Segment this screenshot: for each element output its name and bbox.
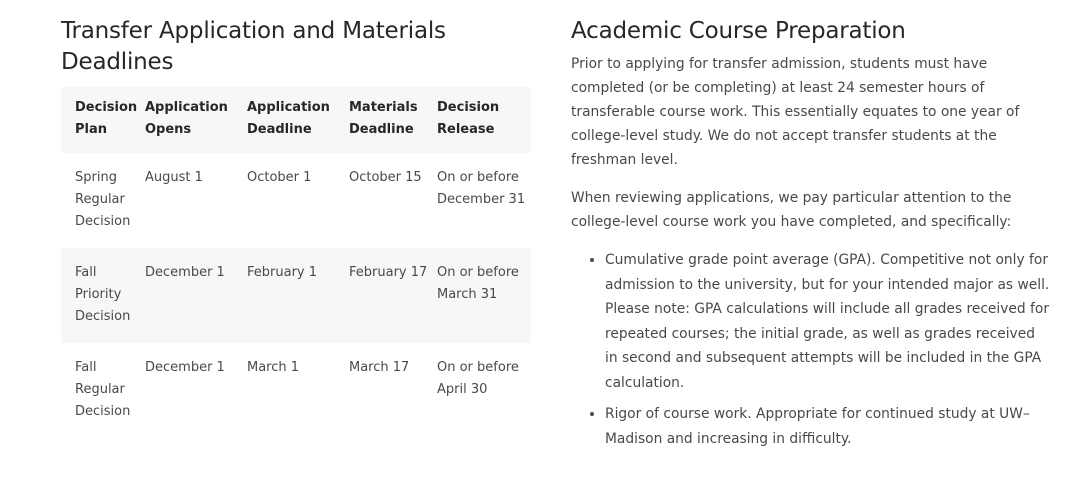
list-item-rigor: • Rigor of course work. Appropriate for continued study at UW–Madison and increasing in difficulty. [605,402,1051,451]
course-preparation-section [571,16,1051,458]
table-cell: December 1 [145,265,225,280]
table-cell: December 1 [145,360,225,375]
table-row [61,153,531,248]
table-row [61,248,531,343]
table-cell: Spring Regular Decision [75,170,131,229]
table-cell: February 17 [349,265,428,280]
table-cell: October 1 [247,170,312,185]
course-preparation-heading: Academic Course Preparation [571,18,906,44]
column-header-materials-deadline: Materials Deadline [349,100,418,137]
column-header-decision-plan: Decision Plan [75,100,138,137]
table-cell: Fall Regular Decision [75,360,131,419]
table-cell: March 17 [349,360,410,375]
criteria-list [571,248,1051,451]
column-header-application-opens: Application Opens [145,100,228,137]
column-header-decision-release: Decision Release [437,100,500,137]
table-cell: On or before December 31 [437,170,526,207]
table-cell: Fall Priority Decision [75,265,131,324]
table-cell: August 1 [145,170,203,185]
table-cell: On or before April 30 [437,360,519,397]
table-header-row [61,87,531,153]
deadlines-heading: Transfer Application and Materials Deadlines [61,18,446,75]
column-header-application-deadline: Application Deadline [247,100,330,137]
table-cell: October 15 [349,170,422,185]
table-cell: On or before March 31 [437,265,519,302]
list-item-gpa: • Cumulative grade point average (GPA). Competitive not only for admission to the university, but for your intended major as well. Please note: GPA calculations will include all grades received for repeated courses; the initial grade, as well as grades received in second and subsequent attempts will be included in the GPA calculation. [605,248,1051,395]
table-cell: March 1 [247,360,300,375]
table-cell: February 1 [247,265,318,280]
table-row [61,343,531,438]
intro-paragraph: Prior to applying for transfer admission, students must have completed (or be completing) at least 24 semester hours of transferable course work. This essentially equates to one year of college-level study. We do not accept transfer students at the freshman level. [571,56,1020,168]
reviewing-paragraph: When reviewing applications, we pay particular attention to the college-level course work you have completed, and specifically: [571,190,1012,230]
deadlines-table [61,87,531,438]
deadlines-section [61,16,531,438]
